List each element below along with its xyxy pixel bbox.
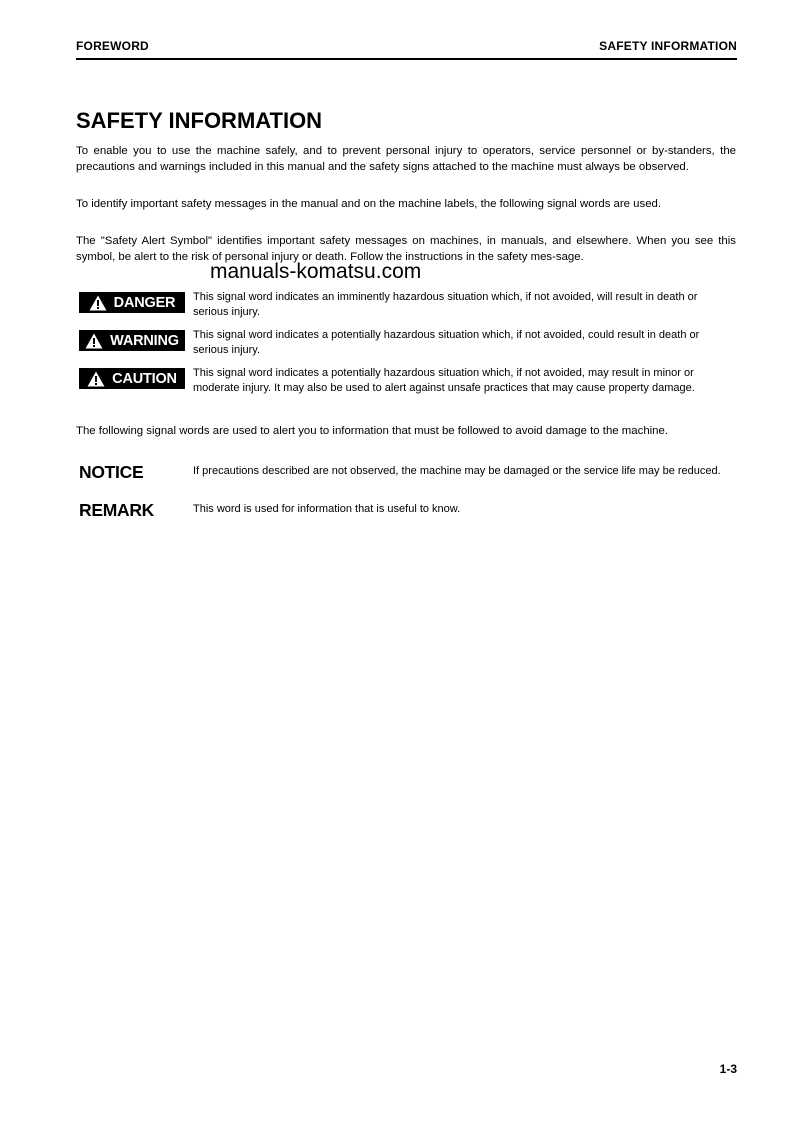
caution-description: This signal word indicates a potentially hazardous situation which, if not avoided, may result in minor or moderate injury. It may also be used to alert against unsafe practices that may cause property damage. xyxy=(193,367,695,394)
warning-triangle-icon xyxy=(87,371,105,387)
page-title: SAFETY INFORMATION xyxy=(76,108,323,133)
notice-label: NOTICE xyxy=(79,462,144,482)
notice-description: If precautions described are not observed, the machine may be damaged or the service life may be reduced. xyxy=(193,465,721,477)
warning-label xyxy=(79,330,185,351)
warning-triangle-icon xyxy=(89,295,107,311)
danger-label-text: DANGER xyxy=(113,294,176,311)
watermark-text: manuals-komatsu.com xyxy=(210,260,422,283)
safety-alert-paragraph: The "Safety Alert Symbol" identifies important safety messages on machines, in manuals, and elsewhere. When you see this symbol, be alert to the risk of personal injury or death. Follow the instructions in the safety mes-sage. xyxy=(76,235,736,263)
header-chapter-label: SAFETY INFORMATION xyxy=(599,39,737,53)
damage-intro-paragraph: The following signal words are used to alert you to information that must be followed to avoid damage to the machine. xyxy=(76,425,669,437)
danger-label xyxy=(79,292,185,313)
warning-description: This signal word indicates a potentially hazardous situation which, if not avoided, could result in death or serious injury. xyxy=(193,329,700,356)
remark-label: REMARK xyxy=(79,500,155,520)
warning-triangle-icon xyxy=(85,333,103,349)
caution-label-text: CAUTION xyxy=(112,370,177,387)
warning-label-text: WARNING xyxy=(110,332,179,349)
danger-description: This signal word indicates an imminently hazardous situation which, if not avoided, will result in death or serious injury. xyxy=(193,291,698,318)
page-header xyxy=(76,38,737,60)
caution-label xyxy=(79,368,185,389)
header-section-label: FOREWORD xyxy=(76,39,149,53)
signal-words-paragraph: To identify important safety messages in the manual and on the machine labels, the following signal words are used. xyxy=(76,198,662,210)
intro-paragraph: To enable you to use the machine safely, and to prevent personal injury to operators, service personnel or by-standers, the precautions and warnings included in this manual and the safety signs attached to the machine must always be observed. xyxy=(76,145,736,173)
remark-description: This word is used for information that is useful to know. xyxy=(193,503,461,515)
page-number: 1-3 xyxy=(719,1062,737,1076)
